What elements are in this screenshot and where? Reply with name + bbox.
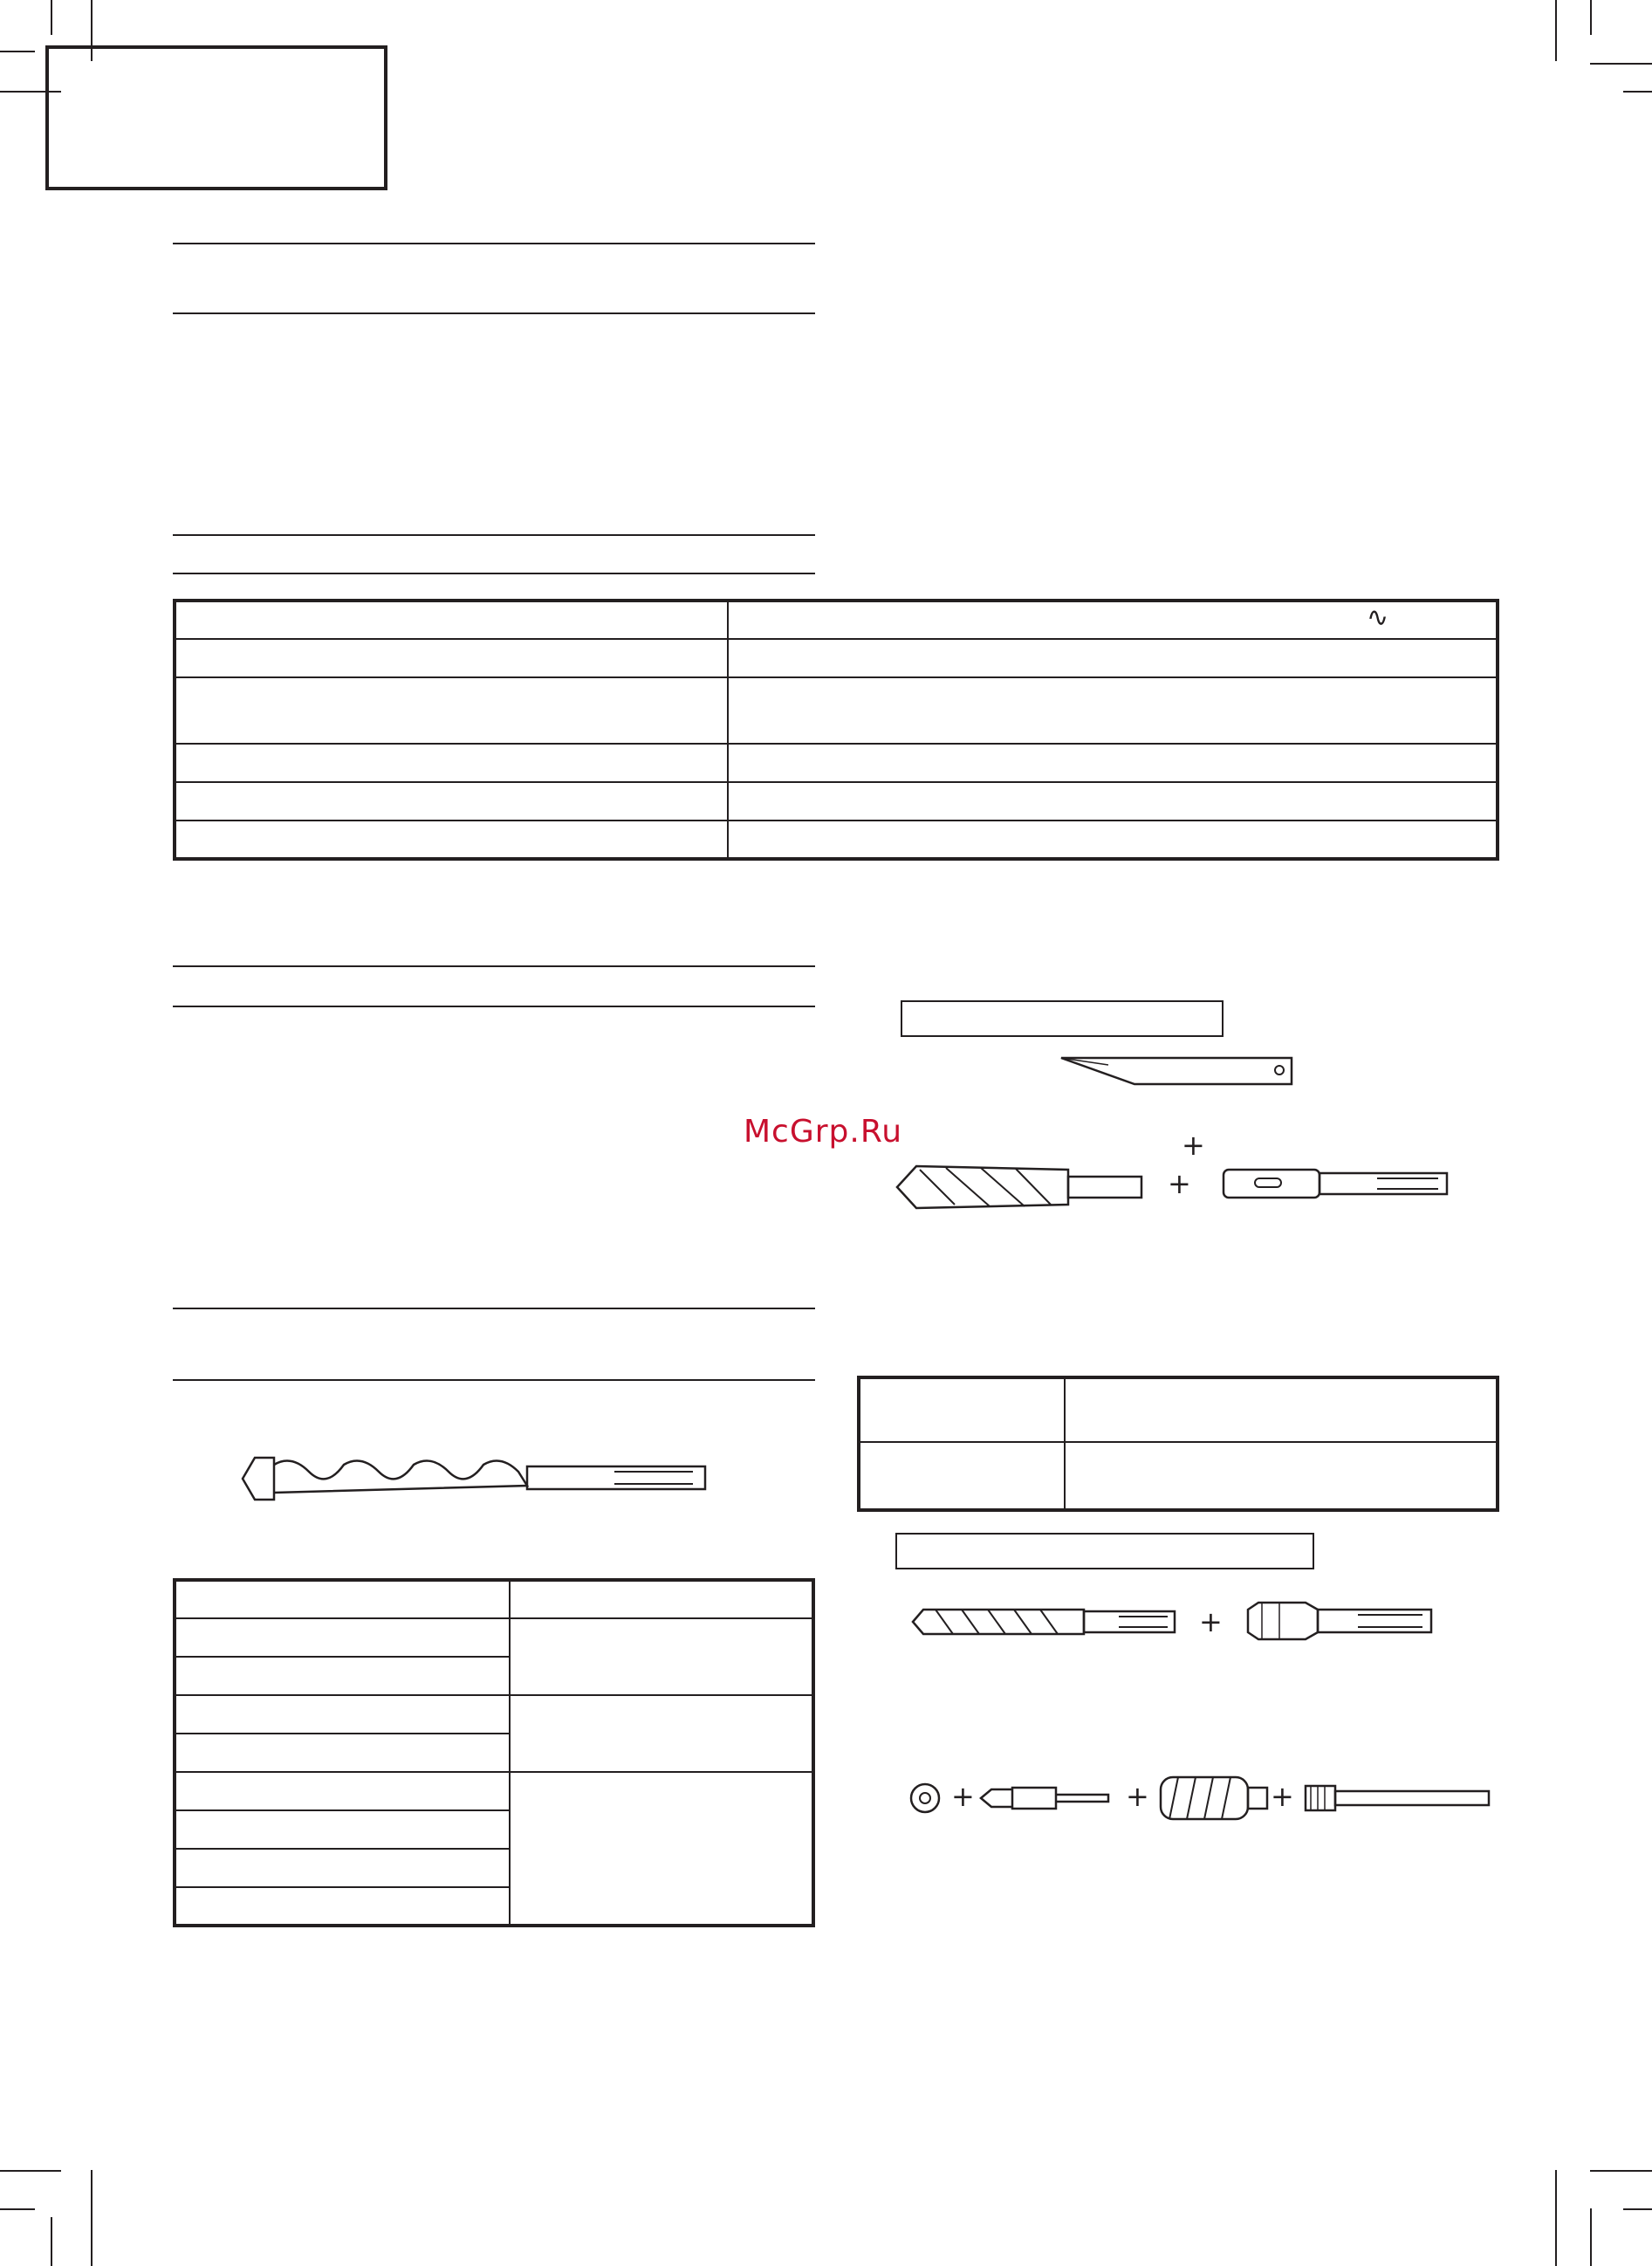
- tapered-shank-drill-bit-figure: [894, 1161, 1147, 1213]
- mode-table: [857, 1376, 1499, 1512]
- accessory-label-box: [901, 1000, 1224, 1037]
- section-rule: [173, 1308, 815, 1309]
- section-rule: [173, 965, 815, 967]
- sds-max-drill-bit-figure: [239, 1451, 710, 1505]
- table-row: [175, 1772, 813, 1810]
- section-rule: [173, 1379, 815, 1381]
- table-row: [859, 1377, 1498, 1442]
- section-rule: [173, 312, 815, 314]
- section-rule: [173, 534, 815, 536]
- section-rule: [173, 1006, 815, 1007]
- table-row: [175, 744, 1498, 782]
- table-row: [859, 1442, 1498, 1510]
- core-bit-assembly-figure: [908, 1770, 1492, 1826]
- plus-sign: +: [951, 1780, 975, 1813]
- plus-sign: +: [1168, 1167, 1191, 1200]
- plus-sign: +: [1126, 1780, 1149, 1813]
- table-row: [175, 639, 1498, 677]
- language-box: [45, 45, 387, 190]
- specifications-table: [173, 599, 1499, 861]
- drill-bit-figure: [909, 1604, 1180, 1639]
- plus-sign: +: [1182, 1129, 1205, 1162]
- section-rule: [173, 243, 815, 244]
- ac-symbol: ∿: [1367, 602, 1389, 633]
- drill-bit-table: [173, 1578, 815, 1927]
- table-row: [175, 601, 1498, 639]
- table-row: [175, 1580, 813, 1618]
- watermark: McGrp.Ru: [744, 1114, 903, 1150]
- taper-shank-adapter-figure: [1220, 1164, 1452, 1203]
- section-rule: [173, 573, 815, 574]
- table-row: [175, 821, 1498, 859]
- table-row: [175, 1618, 813, 1657]
- table-row: [175, 782, 1498, 821]
- accessory-label-box: [895, 1533, 1314, 1569]
- plus-sign: +: [1199, 1605, 1223, 1638]
- plus-sign: +: [1271, 1780, 1294, 1813]
- table-row: [175, 677, 1498, 744]
- bull-point-chisel-figure: [1056, 1047, 1300, 1088]
- chuck-adapter-figure: [1244, 1599, 1436, 1643]
- table-row: [175, 1695, 813, 1734]
